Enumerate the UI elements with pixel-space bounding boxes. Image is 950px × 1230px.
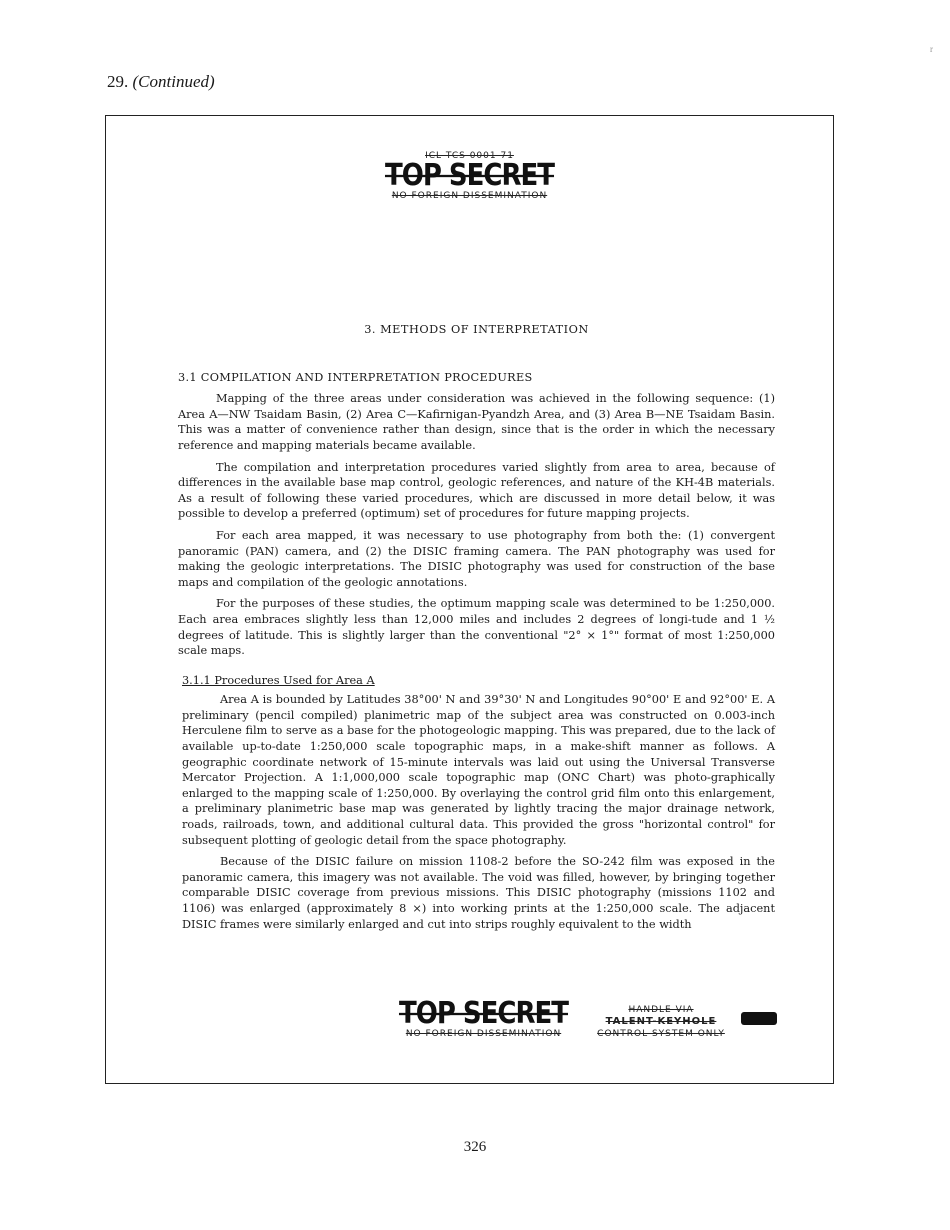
- paragraph: Because of the DISIC failure on mission 1108-2 before the SO-242 film was exposed in the panoramic camera, this imagery was not available. The void was filled, however, by bringing together comparable DISIC coverage from previous missions. This DISIC photography (missions 1102 and 1106) was enlarged (approximately 8 ×) into working prints at the 1:250,000 scale. The adjacent DISIC frames were similarly enlarged and cut into strips roughly equivalent to the width: [182, 855, 775, 931]
- bottom-classification-block: [396, 996, 571, 1040]
- paragraph: For each area mapped, it was necessary to use photography from both the: (1) convergent panoramic (PAN) camera, and (2) the DISIC framing camera. The PAN photography was used for making the geologic interpretations. The DISIC photography was used for construction of the base maps and compilation of the geologic annotations.: [178, 528, 775, 589]
- corner-mark: r: [930, 44, 933, 54]
- dissemination-notice: NO FOREIGN DISSEMINATION: [391, 191, 548, 201]
- item-number: 29.: [107, 72, 129, 91]
- top-classification-marking: [106, 150, 833, 202]
- control-number: ICL TCS 0001 71: [425, 151, 514, 161]
- redaction-block: [741, 1012, 777, 1025]
- classification-top-secret: TOP SECRET: [398, 996, 569, 1032]
- paragraph: Mapping of the three areas under consideration was achieved in the following sequence: (1) Area A—NW Tsaidam Basin, (2) Area C—Kafirnigan-Pyandzh Area, and (3) Area B—NE Tsaidam Basin. This was a matter of convenience rather than design, since that is the order in which the necessary reference and mapping materials became available.: [178, 392, 775, 452]
- section-heading: 3.1 COMPILATION AND INTERPRETATION PROCEDURES: [178, 370, 533, 384]
- classification-top-secret: TOP SECRET: [384, 158, 555, 194]
- control-channel-block: [576, 1004, 746, 1040]
- bottom-classification-marking: [396, 996, 816, 1050]
- dissemination-notice: NO FOREIGN DISSEMINATION: [405, 1029, 562, 1039]
- page-content: [178, 322, 775, 938]
- handle-via: HANDLE VIA: [628, 1005, 694, 1015]
- paragraph: The compilation and interpretation procedures varied slightly from area to area, because of differences in the available base map control, geologic references, and nature of the KH-4B materials. As a result of following these varied procedures, which are discussed in more detail below, it was possible to develop a preferred (optimum) set of procedures for future mapping projects.: [178, 460, 775, 521]
- continued-label: (Continued): [132, 72, 215, 91]
- subsection-heading: 3.1.1 Procedures Used for Area A: [182, 673, 375, 687]
- paragraph: For the purposes of these studies, the optimum mapping scale was determined to be 1:250,000. Each area embraces slightly less than 12,000 miles and includes 2 degrees of longi-tude and 1 ½ degrees of latitude. This is slightly larger than the conventional "2° × 1°" format of most 1:250,000 scale maps.: [178, 597, 775, 658]
- subsection-body: [178, 692, 775, 932]
- channel-name: TALENT-KEYHOLE: [605, 1016, 717, 1027]
- document-frame: [105, 115, 834, 1084]
- chapter-title: 3. METHODS OF INTERPRETATION: [364, 323, 589, 336]
- page-number: 326: [463, 1139, 487, 1155]
- page-header: [107, 72, 215, 92]
- paragraph: Area A is bounded by Latitudes 38°00' N and 39°30' N and Longitudes 90°00' E and 92°00' E. A preliminary (pencil compiled) planimetric map of the subject area was constructed on 0.003-inch Herculene film to serve as a base for the photogeologic mapping. This was prepared, due to the lack of available up-to-date 1:250,000 scale topographic maps, in a make-shift manner as follows. A geographic coordinate network of 15-minute intervals was laid out using the Universal Transverse Mercator Projection. A 1:1,000,000 scale topographic map (ONC Chart) was photo-graphically enlarged to the mapping scale of 1:250,000. By overlaying the control grid film onto this enlargement, a preliminary planimetric base map was generated by lightly tracing the major drainage network, roads, railroads, town, and additional cultural data. This provided the gross "horizontal control" for subsequent plotting of geologic detail from the space photography.: [182, 693, 775, 847]
- control-system: CONTROL SYSTEM ONLY: [597, 1029, 725, 1039]
